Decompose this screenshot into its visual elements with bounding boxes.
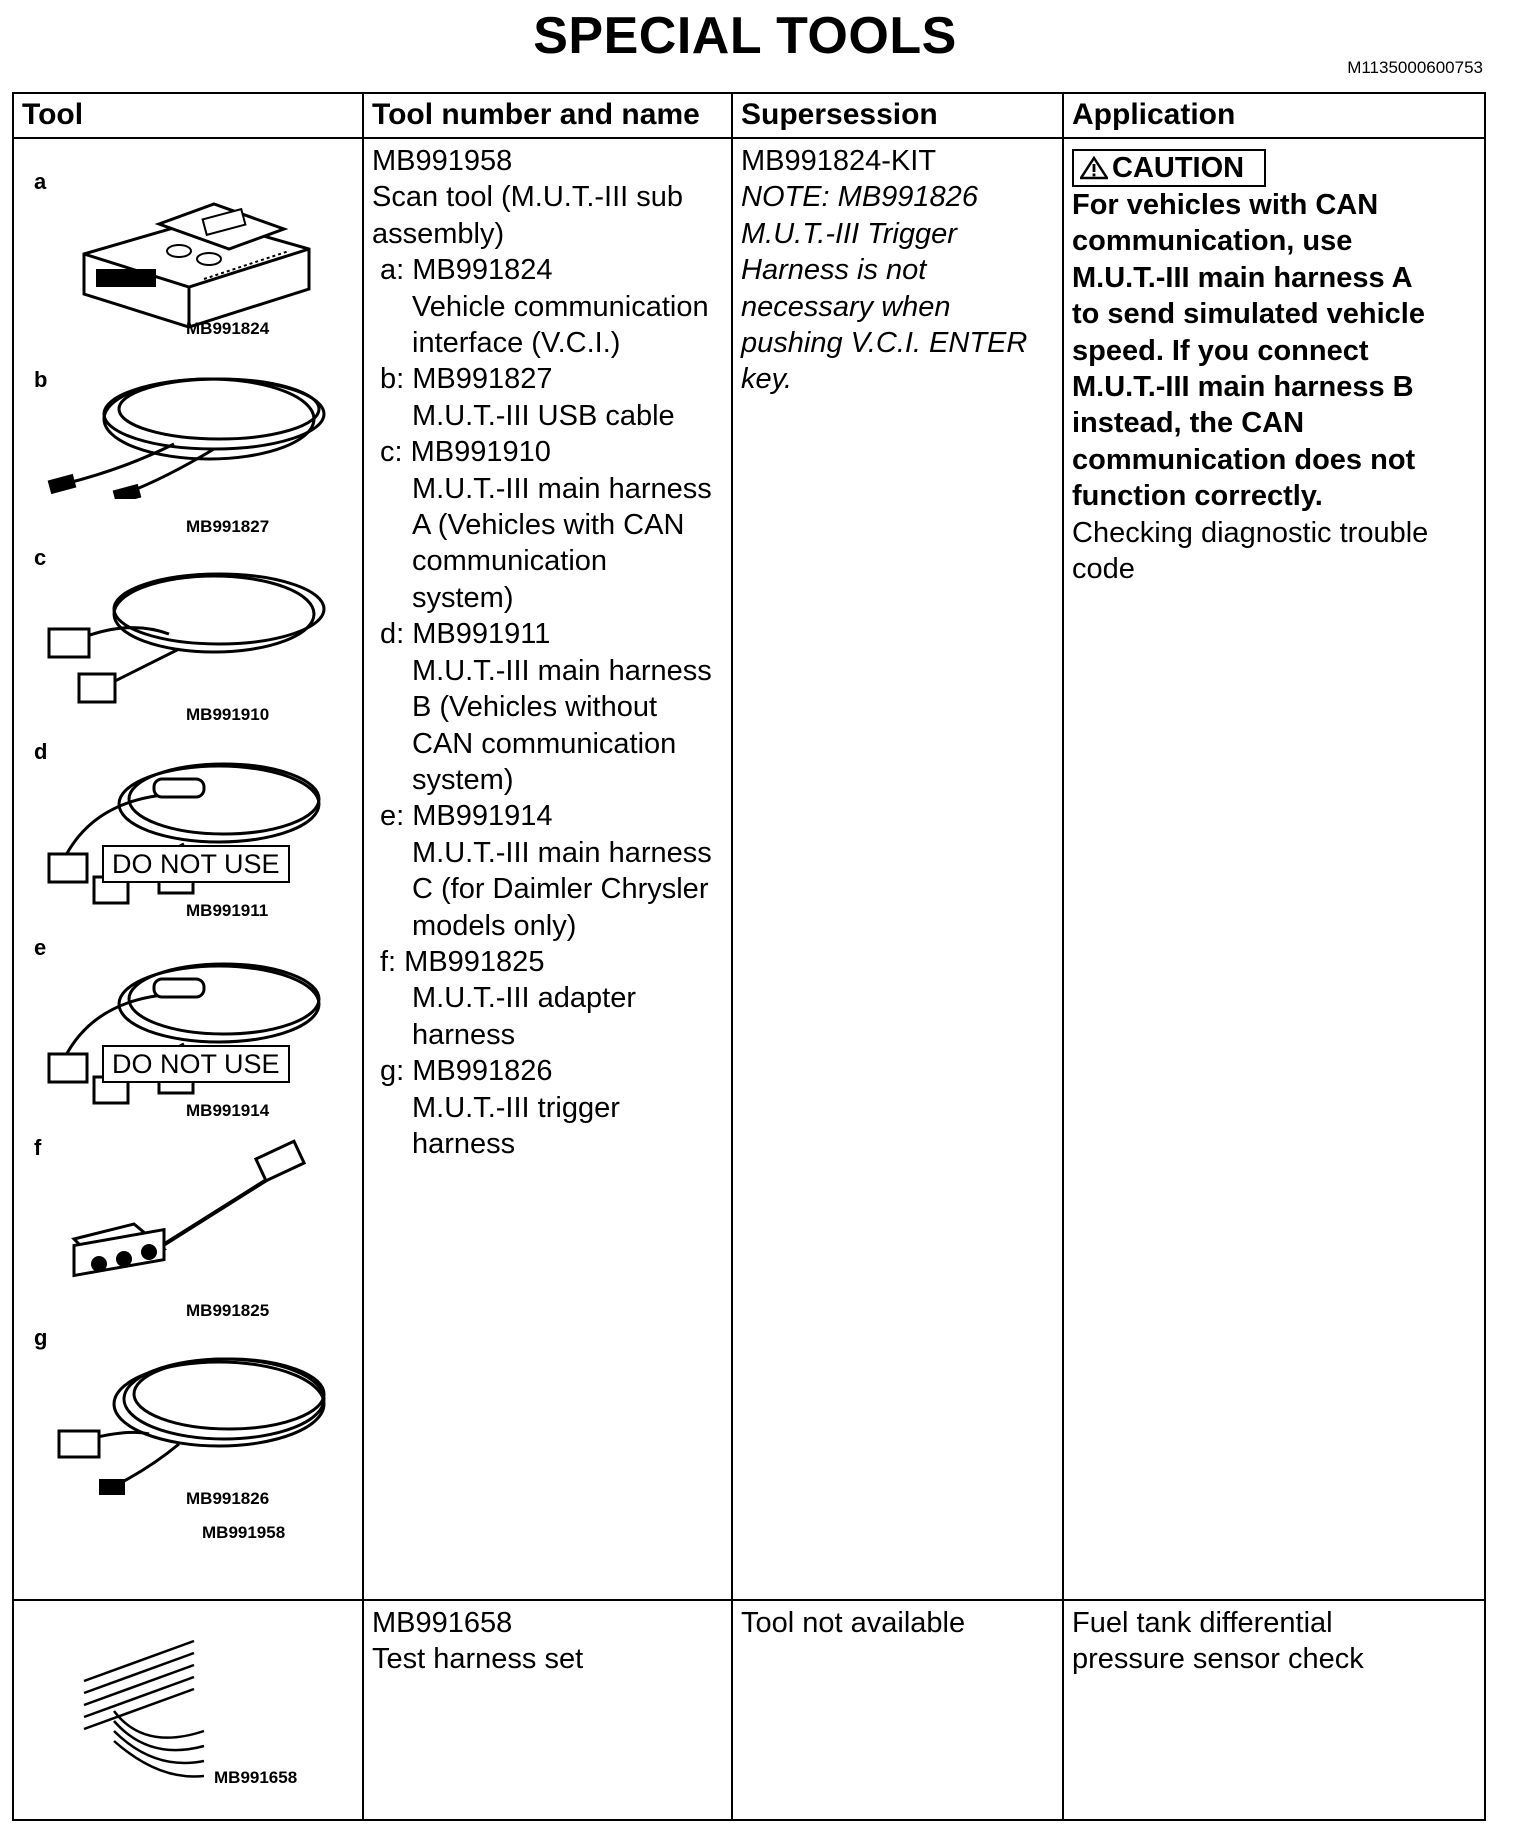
tool-number-name-cell [363,1600,732,1820]
supersession-cell [732,1600,1063,1820]
header-tool-number-name: Tool number and name [363,93,732,138]
supersession-note-line: NOTE: MB991826 [741,181,978,214]
supersession-number: MB991824-KIT [741,145,937,177]
special-tools-table [12,92,1486,1821]
part-number-label: MB991658 [214,1768,298,1787]
supersession-note-line: key. [741,363,793,396]
kit-part-number-label: MB991958 [202,1523,286,1542]
tool-number: MB991658 [372,1607,513,1639]
sub-tool-name: M.U.T.-III main harness [412,836,712,869]
caution-text [1072,187,1476,515]
application-line: Checking diagnostic trouble [1072,516,1429,549]
table-row [13,138,1485,1600]
tool-letter: c [34,545,47,570]
adapter-harness-illustration [54,1139,344,1299]
supersession-note-line: Harness is not [741,254,927,287]
tool-name-line: assembly) [372,217,505,250]
sub-tool-name: models only) [412,909,577,942]
supersession-note-line: pushing V.C.I. ENTER [741,327,1028,360]
sub-tool-name: C (for Daimler Chrysler [412,873,709,906]
tool-name-lines [364,1601,731,1682]
test-harness-set-illustration [74,1621,234,1791]
tool-number-name-cell [363,138,732,1600]
tool-image-cell [13,138,363,1600]
application-line: pressure sensor check [1072,1643,1364,1676]
application-text [1064,1601,1484,1682]
tool-letter: d [34,739,48,764]
sub-tool-name: system) [412,581,514,614]
caution-line: M.U.T.-III main harness A [1072,261,1413,294]
sub-tool-name: harness [412,1127,516,1160]
sub-tool-number: e: MB991914 [380,800,553,833]
table-row [13,1600,1485,1820]
caution-line: For vehicles with CAN [1072,189,1379,221]
tool-name-line: MB991958 [372,145,513,177]
caution-line: communication, use [1072,225,1353,258]
part-number-label: MB991824 [186,319,270,338]
part-number-label: MB991825 [186,1301,270,1320]
sub-tool-name: M.U.T.-III adapter [412,982,637,1015]
document-id: M1135000600753 [1347,58,1483,77]
caution-line: communication does not [1072,443,1416,476]
tool-name-line: Scan tool (M.U.T.-III sub [372,181,684,214]
sub-tool-number: a: MB991824 [380,254,553,287]
sub-tool-name: interface (V.C.I.) [412,327,621,360]
sub-tool-number: f: MB991825 [380,945,545,978]
warning-triangle-icon [1080,156,1108,180]
caution-label: CAUTION [1112,152,1245,184]
do-not-use-label: DO NOT USE [102,1045,290,1083]
sub-tool-number: d: MB991911 [380,618,551,651]
application-text [1072,515,1476,588]
part-number-label: MB991910 [186,705,270,724]
caution-line: function correctly. [1072,480,1323,513]
usb-cable-illustration [44,359,334,499]
caution-line: to send simulated vehicle [1072,298,1425,331]
tool-letter: a [34,169,47,194]
caution-line: speed. If you connect [1072,334,1369,367]
tool-name-lines [364,139,731,1166]
supersession-lines [733,139,1062,402]
header-tool: Tool [13,93,363,138]
sub-tool-name: B (Vehicles without [412,691,658,724]
part-number-label: MB991826 [186,1489,270,1508]
part-number-label: MB991911 [186,901,269,920]
table-header-row [13,93,1485,138]
sub-tool-name: harness [412,1018,516,1051]
do-not-use-label: DO NOT USE [102,845,290,883]
application-cell [1063,138,1485,1600]
main-harness-c-illustration [34,949,334,1109]
tool-name: Test harness set [372,1643,584,1676]
sub-tool-name: Vehicle communication [412,290,709,323]
header-application: Application [1063,93,1485,138]
tool-letter: b [34,367,48,392]
header-supersession: Supersession [732,93,1063,138]
main-harness-b-illustration [34,749,334,909]
tool-image-cell [13,1600,363,1820]
caution-line: instead, the CAN [1072,407,1305,440]
supersession-cell [732,138,1063,1600]
vci-illustration [64,179,324,329]
sub-tool-number: c: MB991910 [380,436,551,469]
part-number-label: MB991827 [186,517,270,536]
caution-line: M.U.T.-III main harness B [1072,371,1414,404]
application-content [1064,139,1484,591]
sub-tool-number: g: MB991826 [380,1055,553,1088]
supersession-note-line: necessary when [741,290,951,323]
supersession-text: Tool not available [741,1607,966,1639]
sub-tool-name: communication [412,545,608,578]
main-harness-a-illustration [39,559,339,709]
sub-tool-name: M.U.T.-III main harness [412,654,712,687]
tool-letter: f [34,1135,42,1160]
application-line: code [1072,553,1135,586]
caution-box [1072,149,1266,187]
part-number-label: MB991914 [186,1101,270,1120]
supersession-note-line: M.U.T.-III Trigger [741,217,957,250]
sub-tool-name: M.U.T.-III USB cable [412,399,675,432]
sub-tool-name: CAN communication [412,727,677,760]
page-title: SPECIAL TOOLS [533,7,957,65]
application-line: Fuel tank differential [1072,1607,1333,1639]
sub-tool-name: M.U.T.-III trigger [412,1091,620,1124]
sub-tool-number: b: MB991827 [380,363,553,396]
tool-letter: e [34,935,47,960]
sub-tool-name: M.U.T.-III main harness [412,472,712,505]
sub-tool-name: system) [412,763,514,796]
tool-letter: g [34,1325,48,1350]
application-cell [1063,1600,1485,1820]
sub-tool-name: A (Vehicles with CAN [412,509,685,542]
trigger-harness-illustration [39,1339,339,1499]
